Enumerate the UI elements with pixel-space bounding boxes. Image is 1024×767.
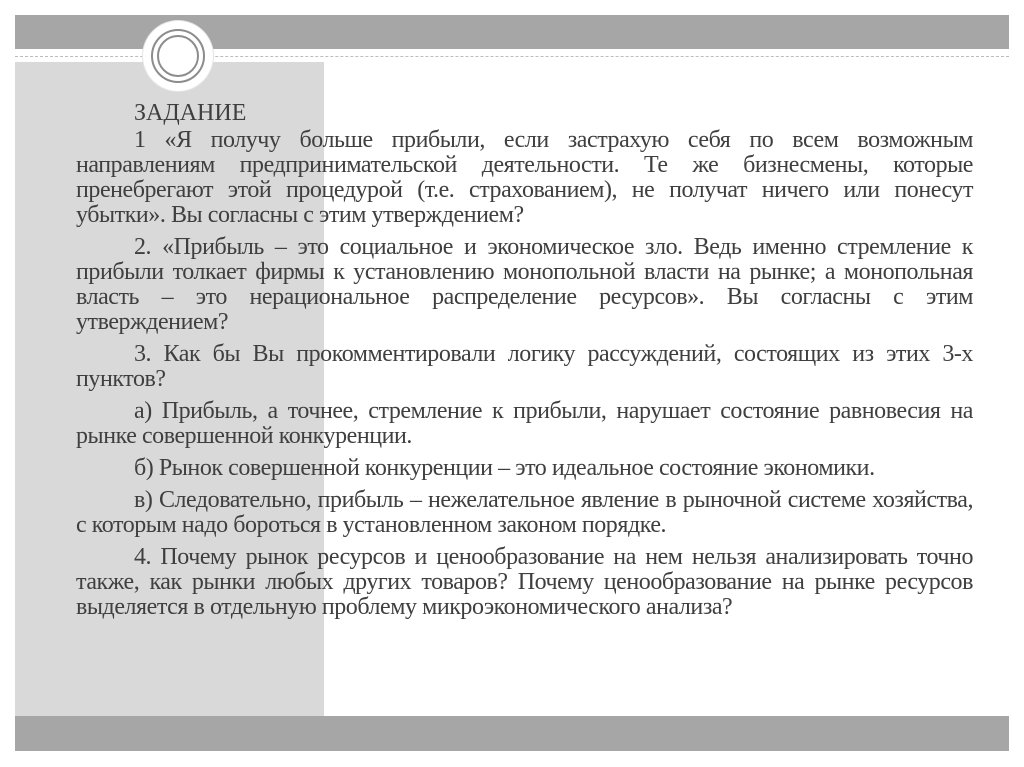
slide-content <box>76 101 973 627</box>
task-paragraph-3b: б) Рынок совершенной конкуренции – это идеальное состояние экономики. <box>134 455 875 481</box>
task-paragraph-3: 3. Как бы Вы прокомментировали логику рассуждений, состоящих из этих 3-х пунктов? <box>76 341 973 392</box>
inner-ring <box>157 35 199 77</box>
task-paragraph-4: 4. Почему рынок ресурсов и ценообразование на нем нельзя анализировать точно также, как рынки любых других товаров? Почему ценообразование на рынке ресурсов выделяется в отдельную проблему микроэкономического анализа? <box>76 544 973 620</box>
circle-ornament-icon <box>143 21 213 91</box>
bottom-bar <box>15 716 1009 751</box>
task-paragraph-3a: а) Прибыль, а точнее, стремление к прибыли, нарушает состояние равновесия на рынке совершенной конкуренции. <box>76 398 973 449</box>
slide-title: ЗАДАНИЕ <box>134 100 247 126</box>
task-paragraph-1: 1 «Я получу больше прибыли, если застрахую себя по всем возможным направлениям предпринимательской деятельности. Те же бизнесмены, которые пренебрегают этой процедурой (т.е. страхованием), не получат ничего или понесут убытки». Вы согласны с этим утверждением? <box>76 127 973 228</box>
task-paragraph-2: 2. «Прибыль – это социальное и экономическое зло. Ведь именно стремление к прибыли толкает фирмы к установлению монопольной власти на рынке; а монопольная власть – это нерациональное распределение ресурсов». Вы согласны с этим утверждением? <box>76 234 973 335</box>
task-paragraph-3c: в) Следовательно, прибыль – нежелательное явление в рыночной системе хозяйства, с которым надо бороться в установленном законом порядке. <box>76 487 973 538</box>
